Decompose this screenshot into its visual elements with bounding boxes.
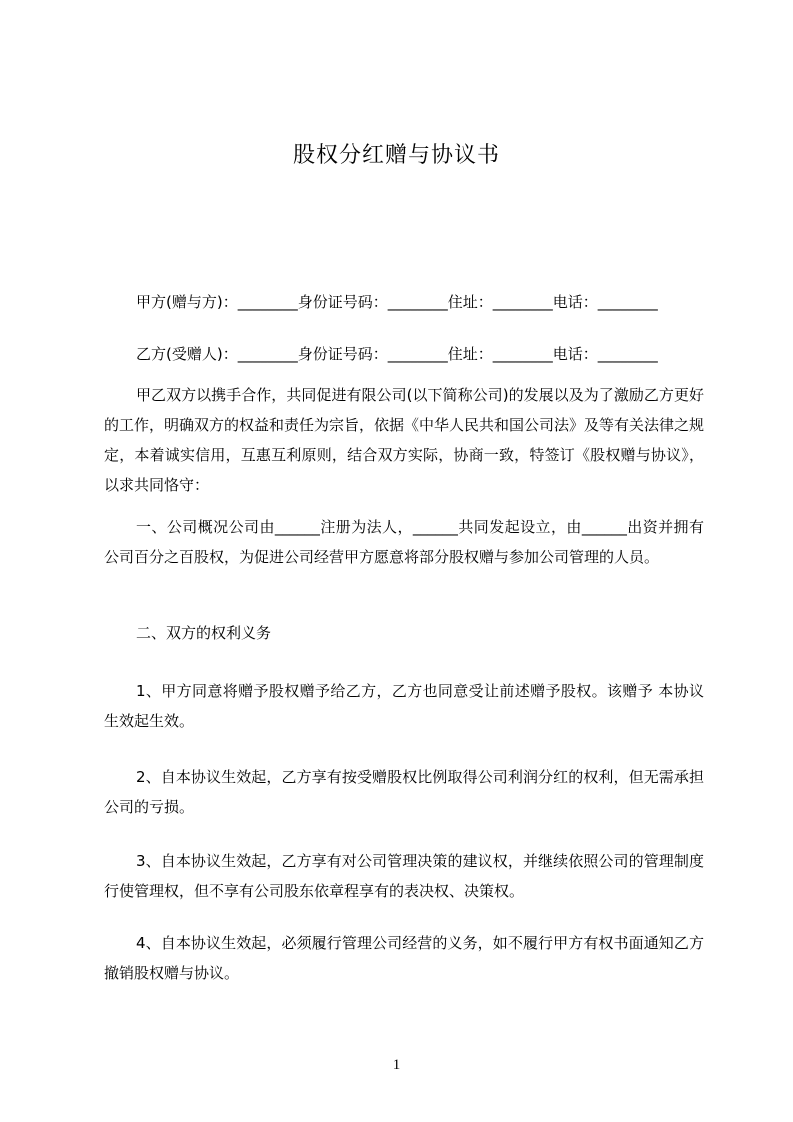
party-b-line: 乙方(受赠人)：________身份证号码：________住址：________电话：________ (136, 345, 658, 363)
clause-1-paragraph: 1、甲方同意将赠予股权赠予给乙方，乙方也同意受让前述赠予股权。该赠予 本协议生效起生效。 (104, 682, 704, 730)
document-title: 股权分红赠与协议书 (292, 143, 500, 168)
clause-4-paragraph: 4、自本协议生效起，必须履行管理公司经营的义务，如不履行甲方有权书面通知乙方撤销股权赠与协议。 (104, 934, 704, 982)
clause-2-paragraph: 2、自本协议生效起，乙方享有按受赠股权比例取得公司利润分红的权利，但无需承担公司的亏损。 (104, 768, 704, 816)
clause-3-paragraph: 3、自本协议生效起，乙方享有对公司管理决策的建议权，并继续依照公司的管理制度行使管理权，但不享有公司股东依章程享有的表决权、决策权。 (104, 852, 704, 900)
party-a-line: 甲方(赠与方)：________身份证号码：________住址：________电话：________ (136, 293, 658, 311)
section-two-heading: 二、双方的权利义务 (136, 624, 272, 642)
page-number: 1 (392, 1057, 401, 1073)
section-one-paragraph: 一、公司概况公司由______注册为法人，______共同发起设立，由______出资并拥有公司百分之百股权，为促进公司经营甲方愿意将部分股权赠与参加公司管理的人员。 (104, 518, 704, 566)
preamble-paragraph: 甲乙双方以携手合作，共同促进有限公司(以下简称公司)的发展以及为了激励乙方更好的工作，明确双方的权益和责任为宗旨，依据《中华人民共和国公司法》及等有关法律之规定，本着诚实信用，互惠互利原则，结合双方实际，协商一致，特签订《股权赠与协议》，以求共同恪守： (104, 386, 705, 494)
